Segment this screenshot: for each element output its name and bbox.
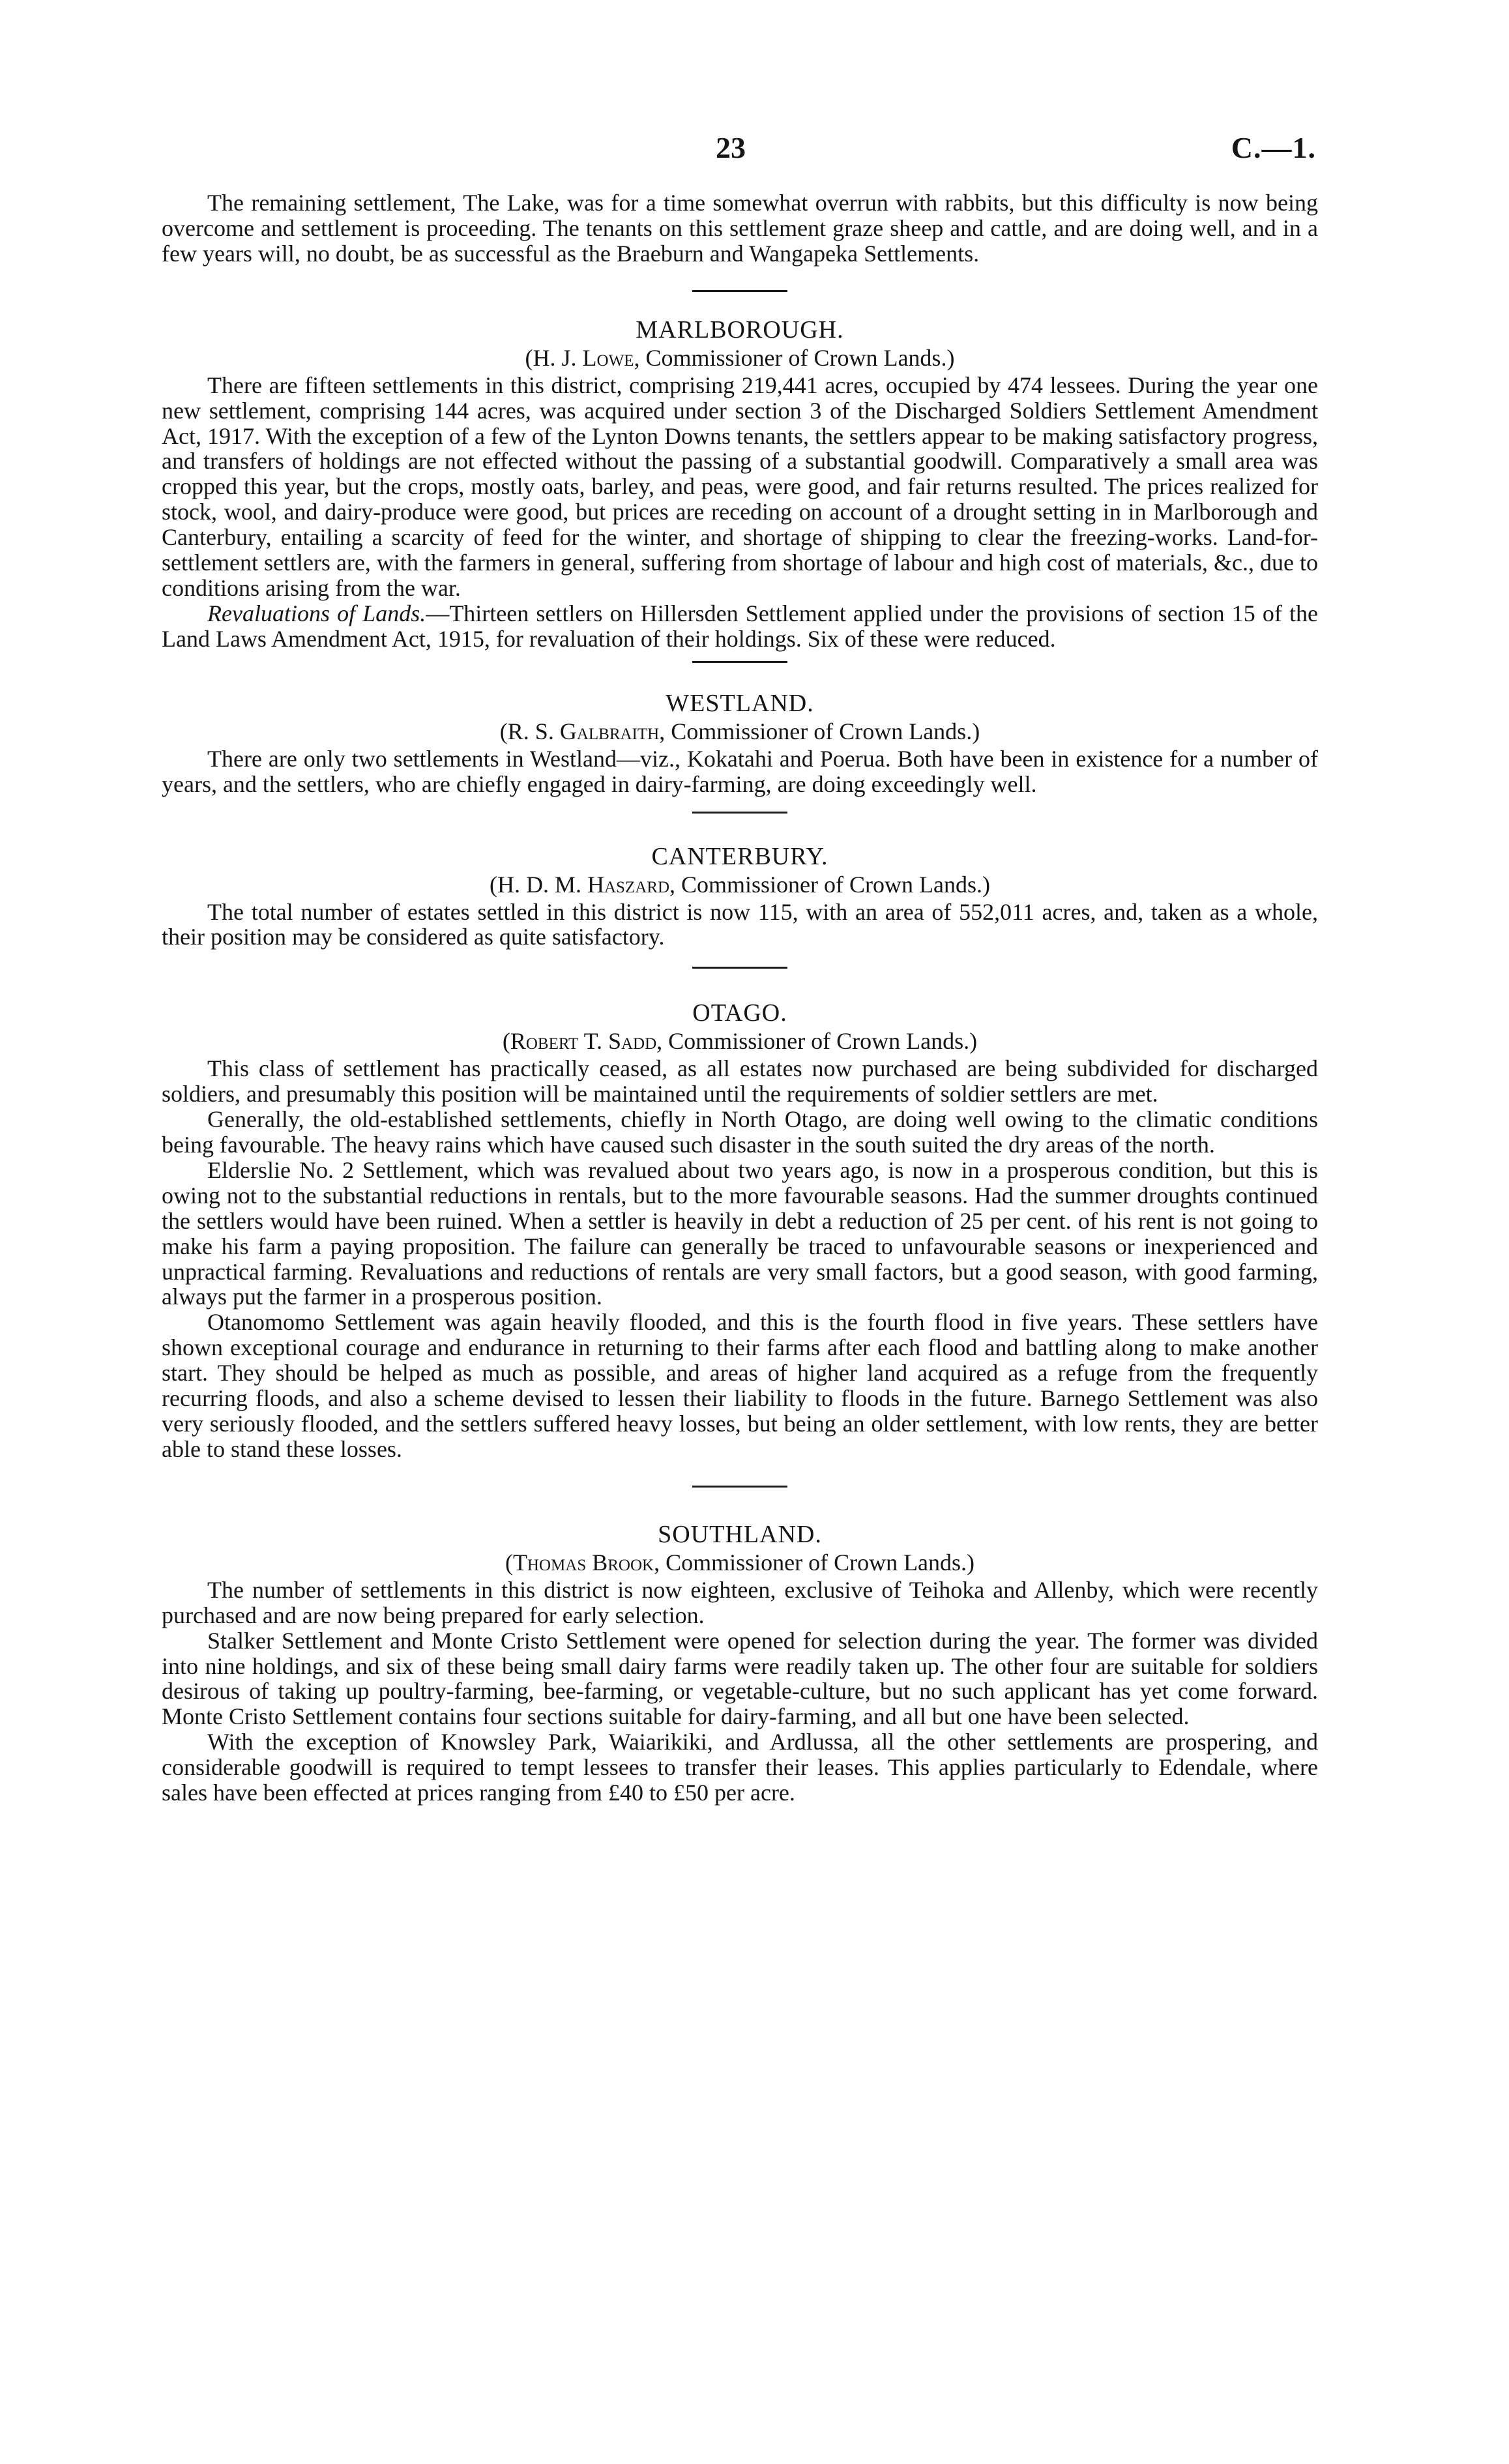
- commissioner-initial: T.: [578, 1028, 608, 1055]
- section-southland: [162, 1520, 1318, 1806]
- paragraph-label: Revaluations of Lands.: [207, 600, 426, 626]
- body-paragraph: This class of settlement has practically ceased, as all estates now purchased are being subdivided for discharged soldiers, and presumably this position will be maintained until the requirements of soldier settlers are met.: [162, 1055, 1318, 1107]
- section-divider: [692, 290, 787, 292]
- section-heading: MARLBOROUGH.: [636, 315, 844, 344]
- section-marlborough: [162, 315, 1318, 652]
- commissioner-title: , Commissioner of Crown Lands.): [659, 718, 980, 744]
- section-divider: [692, 967, 787, 969]
- section-westland: [162, 689, 1318, 797]
- commissioner-line: [162, 1027, 1318, 1055]
- commissioner-prefix: (H. D. M.: [490, 871, 587, 898]
- intro-paragraph: The remaining settlement, The Lake, was for a time somewhat overrun with rabbits, but this difficulty is now being overcome and settlement is proceeding. The tenants on this settlement graze sheep and cattle, and are doing well, and in a few years will, no doubt, be as successful as the Braeburn and Wangapeka Settlements.: [162, 190, 1318, 267]
- body-paragraph: Generally, the old-established settlements, chiefly in North Otago, are doing well owing to the climatic conditions being favourable. The heavy rains which have caused such disaster in the south suited the dry areas of the north.: [162, 1106, 1318, 1158]
- body-text: [162, 190, 1318, 1806]
- body-paragraph: The total number of estates settled in this district is now 115, with an area of 552,011 acres, and, taken as a whole, their position may be considered as quite satisfactory.: [162, 898, 1318, 950]
- commissioner-given-name: Robert: [510, 1028, 579, 1055]
- commissioner-prefix: (R. S.: [499, 718, 560, 744]
- page-header: [0, 130, 1509, 176]
- section-divider: [692, 812, 787, 814]
- body-paragraph: There are only two settlements in Westland—viz., Kokatahi and Poerua. Both have been in existence for a number of years, and the settlers, who are chiefly engaged in dairy-farming, are doing exceedingly well.: [162, 745, 1318, 797]
- body-paragraph: Otanomomo Settlement was again heavily flooded, and this is the fourth flood in five years. These settlers have shown exceptional courage and endurance in returning to their farms after each flood and battling along to make another start. They should be helped as much as possible, and areas of higher land acquired as a refuge from the frequently recurring floods, and also a scheme devised to lessen their liability to floods in the future. Barnego Settlement was also very seriously flooded, and the settlers suffered heavy losses, but being an older settlement, with low rents, they are better able to stand these losses.: [162, 1309, 1318, 1462]
- paragraph-text: —Thirteen settlers on Hillersden Settlement applied under the provisions of section 15 of the Land Laws Amendment Act, 1915, for revaluation of their holdings. Six of these were reduced.: [162, 600, 1319, 652]
- body-paragraph: Elderslie No. 2 Settlement, which was revalued about two years ago, is now in a prosperous condition, but this is owing not to the substantial reductions in rentals, but to the more favourable seasons. Had the summer droughts continued the settlers would have been ruined. When a settler is heavily in debt a reduction of 25 per cent. of his rent is not going to make his farm a paying proposition. The failure can generally be traced to unfavourable seasons or inexperienced and unpractical farming. Revaluations and reductions of rentals are very small factors, but a good season, with good farming, always put the farmer in a prosperous position.: [162, 1156, 1318, 1310]
- commissioner-surname: Haszard: [587, 871, 670, 898]
- section-heading: CANTERBURY.: [651, 842, 828, 870]
- body-paragraph: With the exception of Knowsley Park, Waiarikiki, and Ardlussa, all the other settlements are prospering, and considerable goodwill is required to tempt lessees to transfer their leases. This applies particularly to Edendale, where sales have been effected at prices ranging from £40 to £50 per acre.: [162, 1729, 1318, 1806]
- section-divider: [692, 661, 787, 663]
- commissioner-prefix: (: [502, 1028, 510, 1055]
- commissioner-title: , Commissioner of Crown Lands.): [669, 871, 990, 898]
- section-heading: OTAGO.: [692, 999, 787, 1027]
- commissioner-title: , Commissioner of Crown Lands.): [654, 1549, 975, 1576]
- commissioner-title: , Commissioner of Crown Lands.): [656, 1028, 978, 1055]
- body-paragraph: Stalker Settlement and Monte Cristo Settlement were opened for selection during the year. The former was divided into nine holdings, and six of these being small dairy farms were readily taken up. The other four are suitable for soldiers desirous of taking up poultry-farming, bee-farming, or vegetable-culture, but no such applicant has yet come forward. Monte Cristo Settlement contains four sections suitable for dairy-farming, and all but one have been selected.: [162, 1627, 1318, 1730]
- commissioner-title: , Commissioner of Crown Lands.): [634, 344, 955, 371]
- page-number: 23: [716, 131, 746, 164]
- commissioner-line: [162, 718, 1318, 745]
- commissioner-line: [162, 1549, 1318, 1576]
- commissioner-surname: Lowe: [582, 344, 634, 371]
- commissioner-line: [162, 871, 1318, 898]
- commissioner-name: Thomas Brook: [512, 1549, 654, 1576]
- document-code: C.—1.: [1231, 131, 1316, 164]
- body-paragraph: The number of settlements in this district is now eighteen, exclusive of Teihoka and Allenby, which were recently purchased and are now being prepared for early selection.: [162, 1576, 1318, 1628]
- commissioner-prefix: (: [505, 1549, 513, 1576]
- commissioner-surname: Sadd: [608, 1028, 657, 1055]
- commissioner-line: [162, 344, 1318, 372]
- commissioner-surname: Galbraith: [559, 718, 660, 744]
- body-paragraph: There are fifteen settlements in this district, comprising 219,441 acres, occupied by 474 lessees. During the year one new settlement, comprising 144 acres, was acquired under section 3 of the Discharged Soldiers Settlement Amendment Act, 1917. With the exception of a few of the Lynton Downs tenants, the settlers appear to be making satisfactory progress, and transfers of holdings are not effected without the passing of a substantial goodwill. Comparatively a small area was cropped this year, but the crops, mostly oats, barley, and peas, were good, and fair returns resulted. The prices realized for stock, wool, and dairy-produce were good, but prices are receding on account of a drought setting in in Marlborough and Canterbury, entailing a scarcity of feed for the winter, and shortage of shipping to clear the freezing-works. Land-for-settlement settlers are, with the farmers in general, suffering from shortage of labour and high cost of materials, &c., due to conditions arising from the war.: [162, 372, 1318, 601]
- commissioner-prefix: (H. J.: [525, 344, 583, 371]
- section-otago: [162, 999, 1318, 1462]
- section-heading: SOUTHLAND.: [658, 1520, 822, 1548]
- section-divider: [692, 1486, 787, 1488]
- section-canterbury: [162, 842, 1318, 950]
- body-paragraph: [162, 601, 1318, 652]
- section-heading: WESTLAND.: [666, 689, 814, 717]
